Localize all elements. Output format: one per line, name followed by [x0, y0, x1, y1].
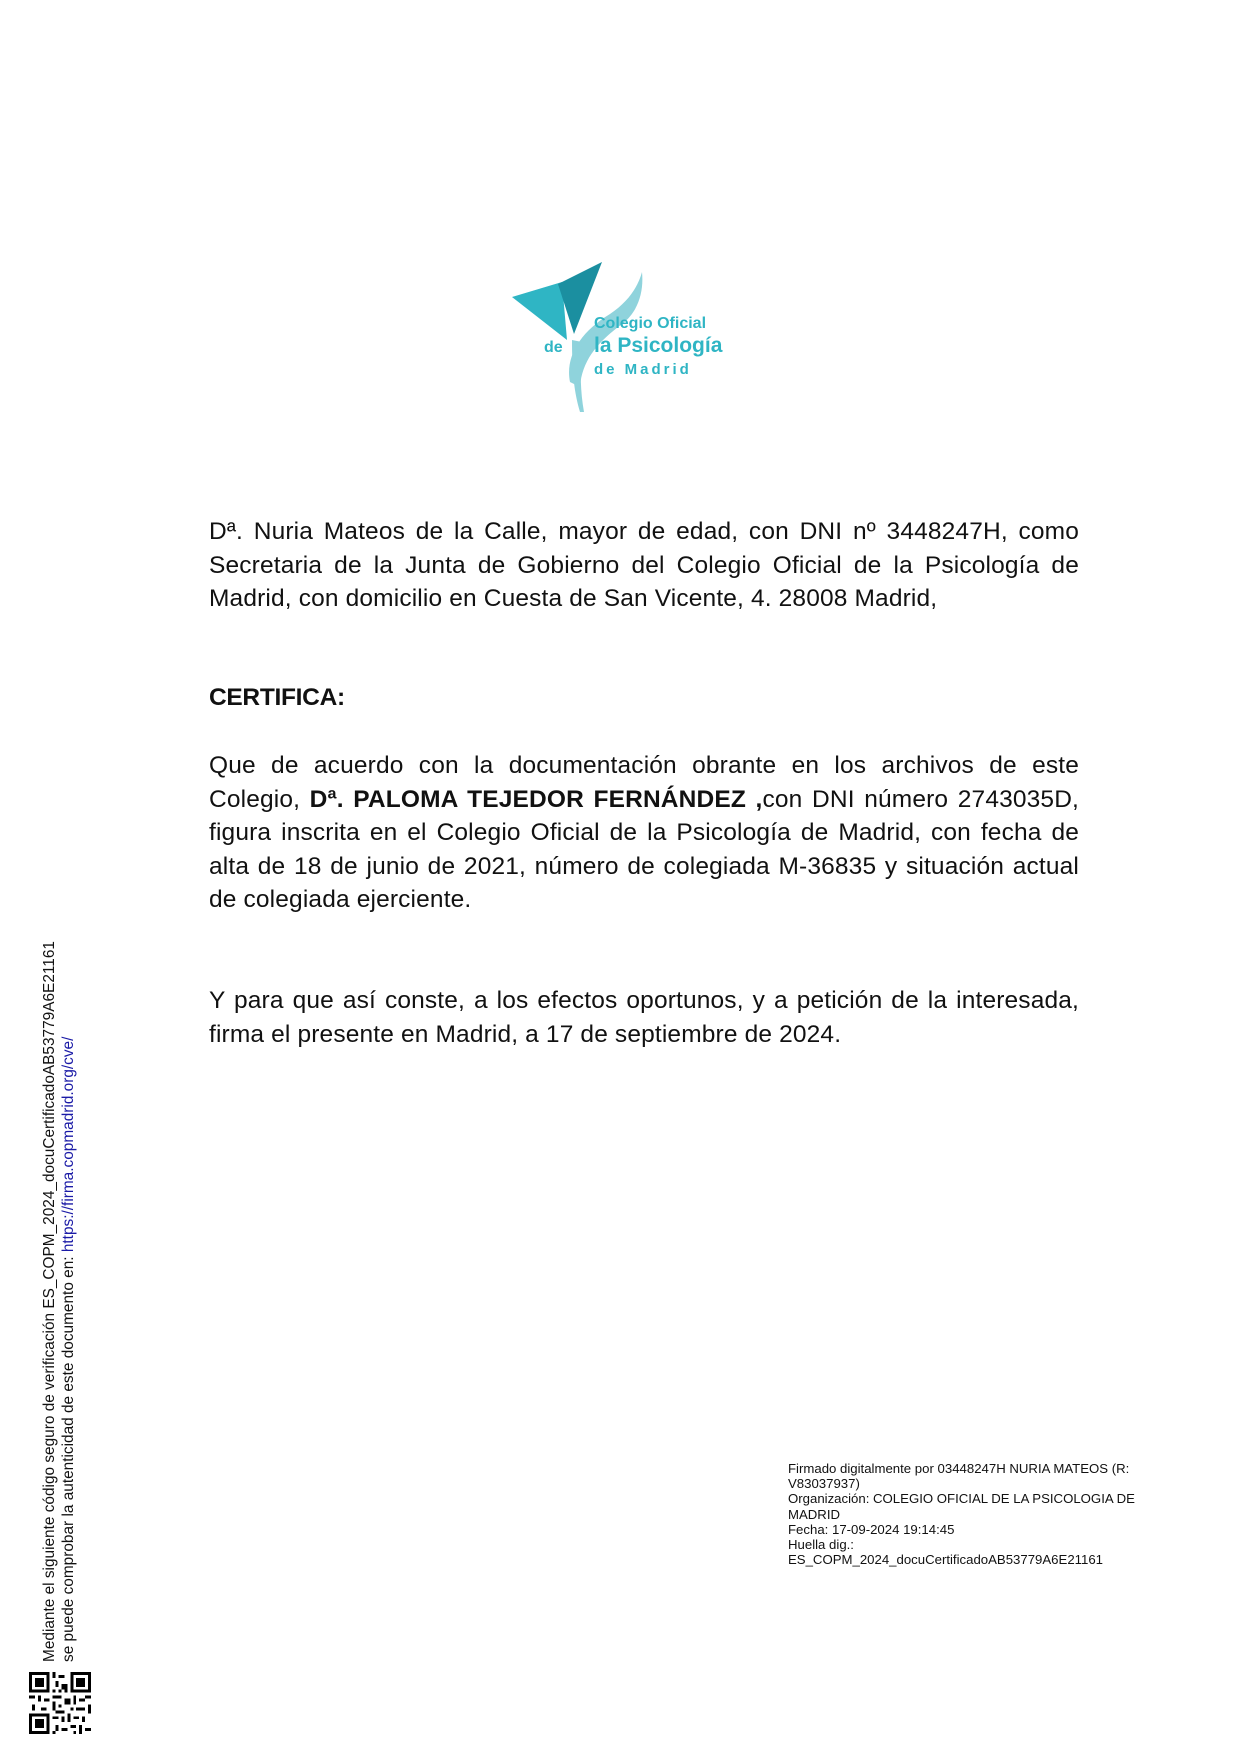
certification-start: Que de acuerdo con la documentación obrante en los archivos de este Colegio, [209, 752, 1079, 813]
logo-line2: la Psicología [594, 334, 723, 357]
verification-url-line [59, 941, 78, 1662]
verification-code-line: Mediante el siguiente código seguro de verificación ES_COPM_2024_docuCertificadoAB53779A6E21161 [41, 941, 58, 1662]
closing-paragraph: Y para que así conste, a los efectos oportunos, y a petición de la interesada, firma el presente en Madrid, a 17 de septiembre de 2024. [209, 987, 1079, 1048]
certification-paragraph [209, 749, 1079, 917]
signature-organization: Organización: COLEGIO OFICIAL DE LA PSICOLOGIA DE MADRID [788, 1491, 1135, 1522]
verification-text [40, 941, 78, 1662]
qr-code-graphic [29, 1672, 91, 1734]
member-name: Dª. PALOMA TEJEDOR FERNÁNDEZ , [309, 785, 763, 813]
logo-line2-prefix: de [544, 339, 563, 356]
signature-hash-label: Huella dig.: [788, 1537, 854, 1553]
intro-paragraph: Dª. Nuria Mateos de la Calle, mayor de edad, con DNI nº 3448247H, como Secretaria de la Junta de Gobierno del Colegio Oficial de la Psicología de Madrid, con domicilio en Cuesta de San Vicente, 4. 28008 Madrid, [209, 518, 1079, 612]
copm-logo-graphic [510, 262, 750, 417]
signature-signed-by: Firmado digitalmente por 03448247H NURIA MATEOS (R: V83037937) [788, 1461, 1130, 1492]
logo-line3: de Madrid [594, 361, 692, 378]
logo-line1: Colegio Oficial [594, 315, 707, 332]
verification-link[interactable]: https://firma.copmadrid.org/cve/ [60, 1036, 77, 1253]
verification-url-prefix: se puede comprobar la autenticidad de este documento en: [60, 1252, 77, 1662]
copm-logo [510, 262, 750, 417]
qr-code [29, 1672, 91, 1734]
certification-end: con DNI número 2743035D, figura inscrita en el Colegio Oficial de la Psicología de Madrid, con fecha de alta de 18 de junio de 2021, número de colegiada M-36835 y situación actual de colegiada ejerciente. [209, 785, 1080, 913]
certifica-heading: CERTIFICA: [209, 684, 345, 711]
digital-signature-block [788, 1461, 1188, 1567]
signature-date: Fecha: 17-09-2024 19:14:45 [788, 1521, 955, 1537]
signature-hash: ES_COPM_2024_docuCertificadoAB53779A6E21161 [788, 1552, 1104, 1568]
